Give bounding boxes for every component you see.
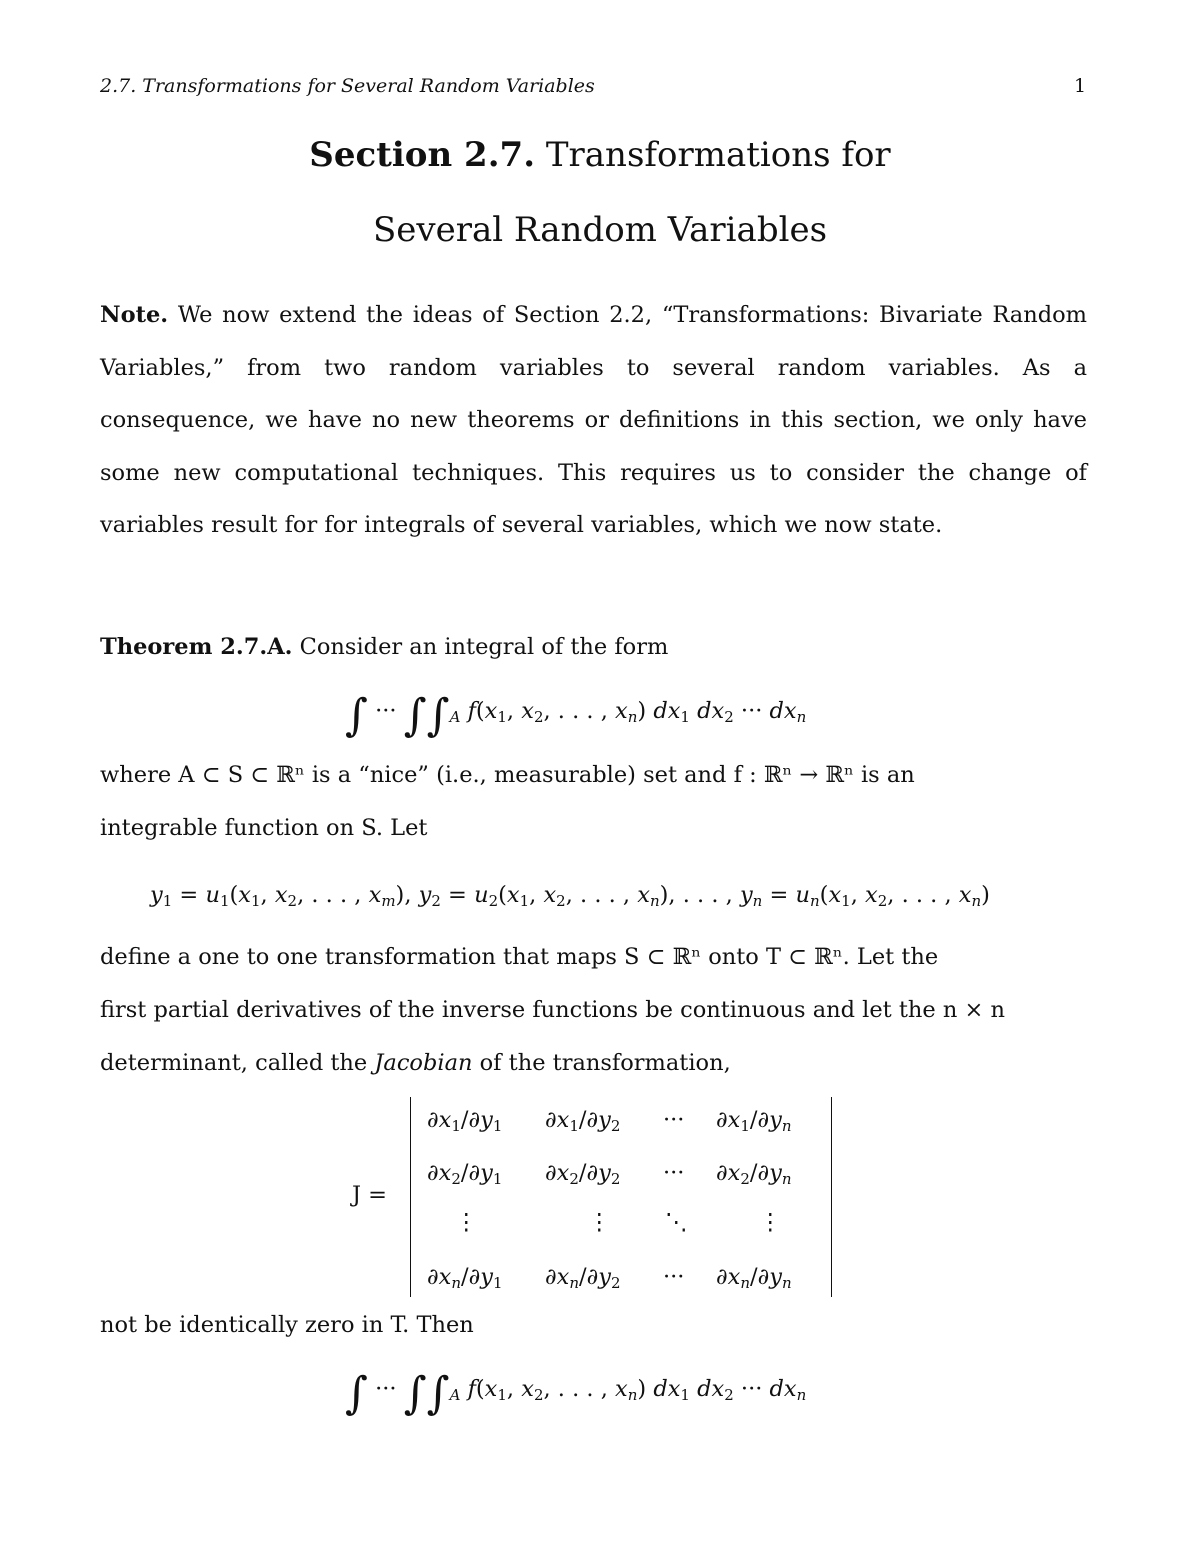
running-head: 2.7. Transformations for Several Random Variables (100, 75, 595, 97)
determinant-prefix: determinant, called the (100, 1050, 368, 1076)
section-title-line1 (0, 135, 1200, 175)
jacobian-matrix (410, 1097, 832, 1297)
matrix-cell: ··· (663, 1264, 685, 1290)
integrable-line: integrable function on S. Let (100, 815, 428, 841)
matrix-cell: $\partial x_1/\partial y_1$ (427, 1107, 503, 1135)
matrix-cell: $\partial x_n/\partial y_1$ (427, 1264, 503, 1292)
matrix-cell: $\partial x_2/\partial y_n$ (716, 1160, 792, 1188)
matrix-cell: $\partial x_1/\partial y_2$ (545, 1107, 621, 1135)
jacobian-label: J = (352, 1182, 388, 1208)
matrix-cell: $\partial x_1/\partial y_n$ (716, 1107, 792, 1135)
first-partials-line: first partial derivatives of the inverse functions be continuous and let the n × n (100, 997, 1005, 1023)
section-number: Section 2.7. (309, 135, 536, 175)
not-zero-line: not be identically zero in T. Then (100, 1312, 474, 1338)
transformation-equations: $y_1 = u_1(x_1$, $x_2$, . . . , $x_m$), $y_2 = u_2(x_1$, $x_2$, . . . , $x_n$), . . . , $y_n = u_n(x_1$, $x_2$, . . . , $x_n$) (150, 882, 990, 910)
theorem-label: Theorem 2.7.A. (100, 634, 293, 660)
where-line: where A ⊂ S ⊂ ℝⁿ is a “nice” (i.e., measurable) set and f : ℝⁿ → ℝⁿ is an (100, 762, 915, 788)
matrix-cell: ⋮ (759, 1209, 782, 1235)
matrix-cell: ⋮ (455, 1209, 478, 1235)
determinant-line (100, 1050, 731, 1076)
theorem-intro: Consider an integral of the form (299, 634, 669, 660)
integral-display-2: ∫ ··· $\int\int_A$ $f(x_1$, $x_2$, . . . , $x_n$) $dx_1$ $dx_2$ ··· $dx_n$ (345, 1368, 807, 1419)
matrix-cell: $\partial x_2/\partial y_2$ (545, 1160, 621, 1188)
matrix-cell: ··· (663, 1160, 685, 1186)
matrix-cell: ⋱ (665, 1209, 688, 1235)
integral-display-1: ∫ ··· $\int\int_A$ $f(x_1$, $x_2$, . . . , $x_n$) $dx_1$ $dx_2$ ··· $dx_n$ (345, 690, 807, 741)
section-title-text: Transformations for (545, 135, 891, 175)
note-text: We now extend the ideas of Section 2.2, “Transformations: Bivariate Random Variables,” from two random variables to several random variables. As a consequence, we have no new theorems or definitions in this section, we only have some new computational techniques. This requires us to consider the change of variables result for for integrals of several variables, which we now state. (100, 302, 1087, 538)
page-number: 1 (1074, 75, 1087, 97)
matrix-cell: ⋮ (588, 1209, 611, 1235)
jacobian-word: Jacobian (374, 1050, 473, 1076)
matrix-cell: $\partial x_n/\partial y_n$ (716, 1264, 792, 1292)
matrix-cell: ··· (663, 1107, 685, 1133)
section-title-line2: Several Random Variables (372, 210, 828, 250)
matrix-cell: $\partial x_n/\partial y_2$ (545, 1264, 621, 1292)
matrix-cell: $\partial x_2/\partial y_1$ (427, 1160, 503, 1188)
determinant-suffix: of the transformation, (479, 1050, 731, 1076)
note-paragraph (100, 289, 1087, 552)
theorem-heading (100, 634, 668, 660)
note-label: Note. (100, 302, 169, 328)
define-line: define a one to one transformation that maps S ⊂ ℝⁿ onto T ⊂ ℝⁿ. Let the (100, 944, 939, 970)
